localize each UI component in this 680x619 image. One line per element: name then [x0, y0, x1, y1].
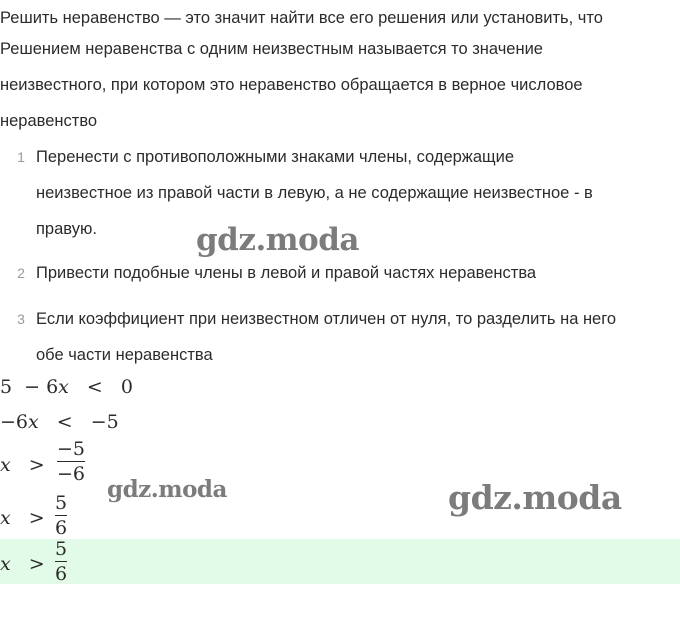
intro-line-2: Решением неравенства с одним неизвестным называется то значение — [0, 40, 543, 58]
intro-line-1: Решить неравенство — это значит найти все его решения или установить, что — [0, 9, 603, 27]
inequality-step-3 — [0, 454, 57, 476]
fraction-numerator: 5 — [55, 538, 68, 560]
inequality-step-1 — [0, 376, 133, 398]
intro-line-4: неравенство — [0, 112, 98, 130]
relation-sign: < — [56, 411, 73, 433]
term: 0 — [120, 376, 133, 398]
fraction-bar — [55, 561, 67, 562]
fraction-denominator: 6 — [55, 563, 68, 585]
answer-highlight — [0, 539, 680, 584]
watermark: gdz.moda — [196, 222, 359, 258]
fraction-bar — [57, 461, 85, 462]
term: −5 — [90, 411, 119, 433]
operator: − — [24, 376, 41, 398]
inequality-step-4 — [0, 507, 57, 529]
fraction — [55, 539, 67, 584]
intro-line-3: неизвестного, при котором это неравенство обращается в верное числовое — [0, 76, 583, 94]
relation-sign: > — [28, 553, 45, 575]
step-text: Привести подобные члены в левой и правой частях неравенства — [36, 264, 537, 282]
fraction — [57, 439, 85, 484]
relation-sign: > — [28, 454, 45, 476]
relation-sign: > — [28, 507, 45, 529]
answer — [0, 553, 57, 575]
step-text: правую. — [36, 220, 97, 238]
watermark: gdz.moda — [107, 476, 227, 503]
inequality-step-2 — [0, 411, 119, 433]
watermark: gdz.moda — [448, 478, 622, 517]
term: 5 — [0, 376, 13, 398]
term: 6 — [46, 376, 59, 398]
fraction-denominator: −6 — [57, 463, 86, 485]
step-number: 3 — [17, 311, 25, 327]
fraction-bar — [55, 515, 67, 516]
variable: x — [0, 553, 11, 575]
step-number: 2 — [17, 265, 25, 281]
fraction-denominator: 6 — [55, 517, 68, 539]
variable: x — [0, 507, 11, 529]
step-text: Перенести с противоположными знаками члены, содержащие — [36, 148, 514, 166]
variable: x — [58, 376, 69, 398]
fraction — [55, 493, 67, 538]
step-number: 1 — [17, 149, 25, 165]
step-text: Если коэффициент при неизвестном отличен от нуля, то разделить на него — [36, 310, 617, 328]
variable: x — [28, 411, 39, 433]
term: −6 — [0, 411, 29, 433]
step-text: неизвестное из правой части в левую, а не содержащие неизвестное - в — [36, 184, 593, 202]
variable: x — [0, 454, 11, 476]
relation-sign: < — [86, 376, 103, 398]
step-text: обе части неравенства — [36, 346, 213, 364]
fraction-numerator: −5 — [57, 438, 86, 460]
fraction-numerator: 5 — [55, 492, 68, 514]
